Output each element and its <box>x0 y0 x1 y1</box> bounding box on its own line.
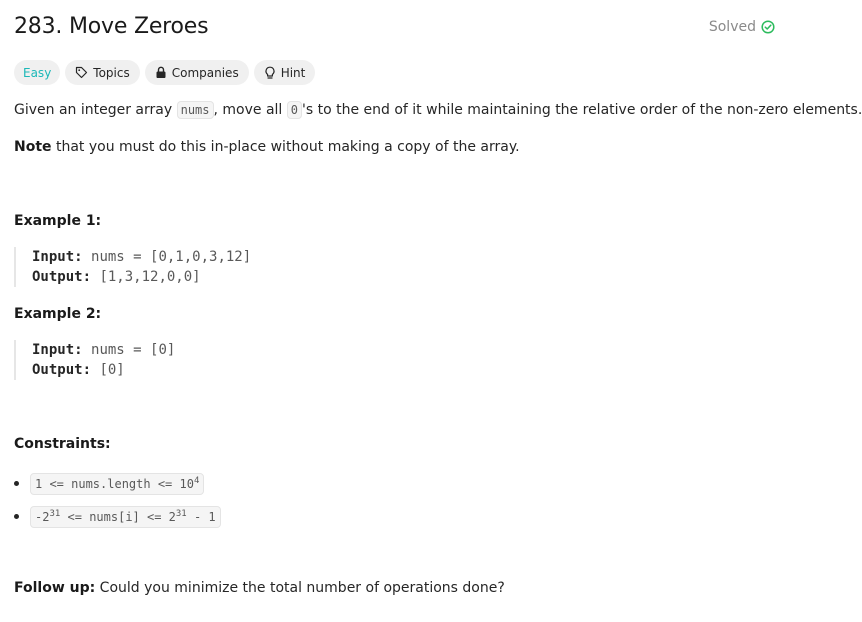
tag-icon <box>75 66 88 79</box>
example-output: [1,3,12,0,0] <box>99 269 201 285</box>
constraint-text: -2 <box>35 510 50 524</box>
companies-button[interactable] <box>145 60 249 85</box>
description-paragraph-1 <box>14 100 862 120</box>
follow-up <box>14 578 505 598</box>
constraint-text: 1 <= nums.length <= 10 <box>35 477 194 491</box>
follow-up-label: Follow up: <box>14 580 96 596</box>
description-text: , move all <box>213 102 287 118</box>
companies-label: Companies <box>171 65 239 80</box>
output-label: Output: <box>32 362 92 378</box>
description-paragraph-2 <box>14 137 520 157</box>
superscript: 4 <box>193 476 200 486</box>
example-2-block <box>14 340 175 380</box>
topics-label: Topics <box>93 65 130 80</box>
constraint-code <box>30 473 204 495</box>
difficulty-label: Easy <box>23 65 52 80</box>
hint-label: Hint <box>280 65 306 80</box>
hint-button[interactable] <box>254 60 316 85</box>
constraint-text: <= nums[i] <= 2 <box>60 510 176 524</box>
example-output: [0] <box>99 362 125 378</box>
superscript: 31 <box>49 509 61 519</box>
description-text: 's to the end of it while maintaining the relative order of the non-zero elements. <box>302 102 862 118</box>
lightbulb-icon <box>264 66 276 80</box>
superscript: 31 <box>175 509 187 519</box>
output-label: Output: <box>32 269 92 285</box>
constraints-list <box>14 473 221 539</box>
solved-label: Solved <box>708 19 756 35</box>
topics-button[interactable] <box>65 60 139 85</box>
example-1-title: Example 1: <box>14 213 102 229</box>
constraint-code <box>30 506 221 528</box>
inline-code-nums: nums <box>177 101 214 119</box>
example-input: nums = [0] <box>91 342 176 358</box>
example-1-block <box>14 247 251 287</box>
note-label: Note <box>14 139 52 155</box>
example-input: nums = [0,1,0,3,12] <box>91 249 252 265</box>
problem-title[interactable]: 283. Move Zeroes <box>14 14 209 39</box>
input-label: Input: <box>32 249 83 265</box>
constraint-text: - 1 <box>186 510 216 524</box>
difficulty-badge <box>14 60 60 85</box>
list-item <box>14 506 221 539</box>
tag-row <box>14 60 315 85</box>
check-circle-icon <box>761 20 775 34</box>
lock-icon <box>155 66 167 79</box>
example-2-title: Example 2: <box>14 306 102 322</box>
follow-up-text: Could you minimize the total number of operations done? <box>95 580 505 596</box>
note-text: that you must do this in-place without making a copy of the array. <box>51 139 520 155</box>
description-text: Given an integer array <box>14 102 177 118</box>
constraints-title: Constraints: <box>14 436 111 452</box>
solved-status <box>709 19 775 35</box>
list-item <box>14 473 221 506</box>
inline-code-zero: 0 <box>287 101 302 119</box>
input-label: Input: <box>32 342 83 358</box>
